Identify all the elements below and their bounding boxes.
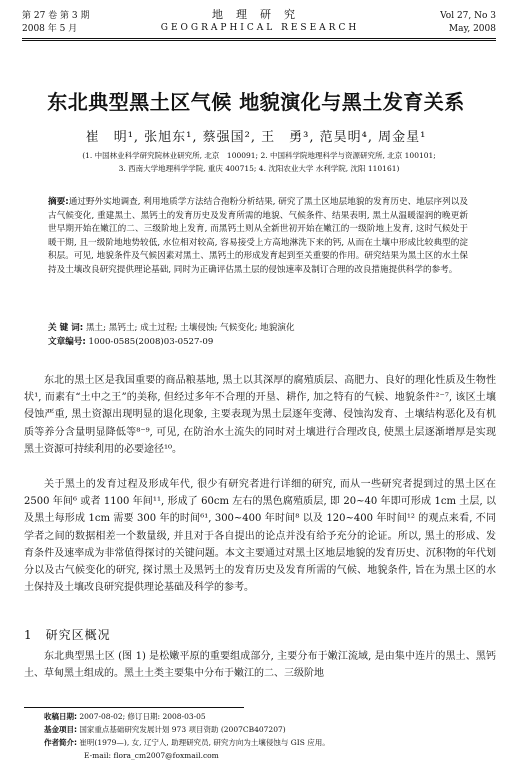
footnote-bio	[44, 736, 504, 749]
header-right	[440, 10, 496, 36]
abstract-text: 通过野外实地调查, 利用地质学方法结合孢粉分析结果, 研究了黑土区地层地貌的发育历史、地层序列以及古气候变化, 重建黑土、黑钙土的发育历史及发育所需的地貌、气候条件、结果表明, 黑土从温暖湿润的晚更新世早期开始在嫩江的二、三级阶地上发育, 而黑钙土则从全新世初开始在嫩江的一级阶地上发育, 这时气候处于暖干期, 且一级阶地地势较低, 水位相对较高, 容易接受上方高地淋洗下来的钙, 从而在土壤中形成比较典型的淀积层。可见, 地貌条件及气候因素对黑土、黑钙土的形成发育起到至关重要的作用。研究结果为黑土区的水土保持及土壤改良研究提供理论基础, 同时为正确评估黑土层的侵蚀速率及制订合理的改良措施提供科学的参考。	[48, 197, 468, 275]
header-rule-thin	[22, 40, 496, 41]
footnote-received	[44, 710, 504, 723]
affiliation-line-1: (1. 中国林业科学研究院林业研究所, 北京 100091; 2. 中国科学院地理科学与资源研究所, 北京 100101;	[82, 151, 436, 160]
issue-date: 2008 年 5 月	[22, 24, 78, 34]
footnote-rule	[24, 707, 244, 708]
volume-en: Vol 27, No 3	[440, 11, 496, 21]
received-label: 收稿日期:	[44, 712, 77, 721]
article-title: 东北典型黑土区气候 地貌演化与黑土发育关系	[47, 90, 465, 114]
month-en: May, 2008	[448, 24, 496, 34]
received-dates: 2007-08-02; 修订日期: 2008-03-05	[79, 712, 206, 721]
fund-text: 国家重点基础研究发展计划 973 项目资助 (2007CB407207)	[79, 725, 286, 734]
article-number-label: 文章编号:	[48, 337, 86, 347]
body-paragraph-2: 关于黑土的发育过程及形成年代, 很少有研究者进行详细的研究, 而从一些研究者提到过的黑土区在 2500 年间⁶ 或者 1100 年间¹¹, 形成了 60cm 左右的黑色腐殖质层, 即 20~40 年即可形成 1cm 土层, 以及黑土每形成 1cm 需要 300 年的时间⁶¹, 300~400 年时间⁸ 以及 120~400 年时间¹² 的观点来看, 不同学者之间的数据相差一个数量级, 并且对于各自提出的论点并没有给予充分的论证。所以, 黑土的形成、发育条件及速率成为非常值得探讨的关键问题。本文主要通过对黑土区地层地貌的发育历史、沉积物的年代划分以及古气候变化的研究, 探讨黑土及黑钙土的发育历史及发育所需的气候、地貌条件, 旨在为黑土区的水土保持及土壤改良研究提供理论基础及科学的参考。	[24, 479, 496, 594]
body-paragraph-3: 东北典型黑土区 (图 1) 是松嫩平原的重要组成部分, 主要分布于嫩江流域, 是由集中连片的黑土、黑钙土、草甸黑土组成的。黑土土类主要集中分布于嫩江的二、三级阶地	[24, 651, 496, 680]
affiliation-line-2: 3. 西南大学地理科学学院, 重庆 400715; 4. 沈阳农业大学 水利学院, 沈阳 110161)	[118, 164, 400, 173]
bio-label: 作者简介:	[44, 738, 77, 747]
article-number	[48, 336, 468, 349]
abstract-label: 摘要:	[48, 197, 69, 207]
authors: 崔 明¹, 张旭东¹, 蔡强国², 王 勇³, 范昊明⁴, 周金星¹	[85, 130, 427, 145]
section-heading: 1 研究区概况	[24, 628, 111, 642]
keywords-label: 关 键 词:	[48, 323, 84, 333]
footnote-fund	[44, 723, 504, 736]
volume-issue: 第 27 卷 第 3 期	[22, 11, 90, 21]
bio-text: 崔明(1979—), 女, 辽宁人, 助理研究员, 研究方向为土壤侵蚀与 GIS 应用。	[79, 738, 330, 747]
article-number-value: 1000-0585(2008)03-0527-09	[88, 337, 214, 347]
header-rule	[22, 38, 496, 39]
journal-name-cn: 地理研究	[212, 8, 308, 21]
fund-label: 基金项目:	[44, 725, 77, 734]
body-paragraph-1: 东北的黑土区是我国重要的商品粮基地, 黑土以其深厚的腐殖质层、高肥力、良好的理化性质及生物性状¹, 而素有“土中之王”的美称, 但经过多年不合理的开垦、耕作, 加之特有的气候、地貌条件²⁻⁷, 该区土壤侵蚀严重, 黑土资源出现明显的退化现象, 主要表现为黑土层逐年变薄、侵蚀沟发育、土壤结构恶化及有机质等养分含量明显降低等⁸⁻⁹, 可见, 在防治水土流失的同时对土壤进行合理改良, 使黑土层逐渐增厚是实现黑土资源可持续利用的必要途径¹⁰。	[24, 375, 496, 455]
footnotes	[44, 710, 504, 762]
abstract	[48, 196, 468, 277]
journal-name-en: GEOGRAPHICAL RESEARCH	[160, 23, 360, 33]
footnote-email: E-mail: flora_cm2007@foxmail.com	[84, 751, 219, 760]
keywords-text: 黑土; 黑钙土; 成土过程; 土壤侵蚀; 气候变化; 地貌演化	[85, 323, 295, 333]
keywords	[48, 322, 468, 335]
header-center	[160, 8, 360, 35]
header-left	[22, 10, 89, 36]
